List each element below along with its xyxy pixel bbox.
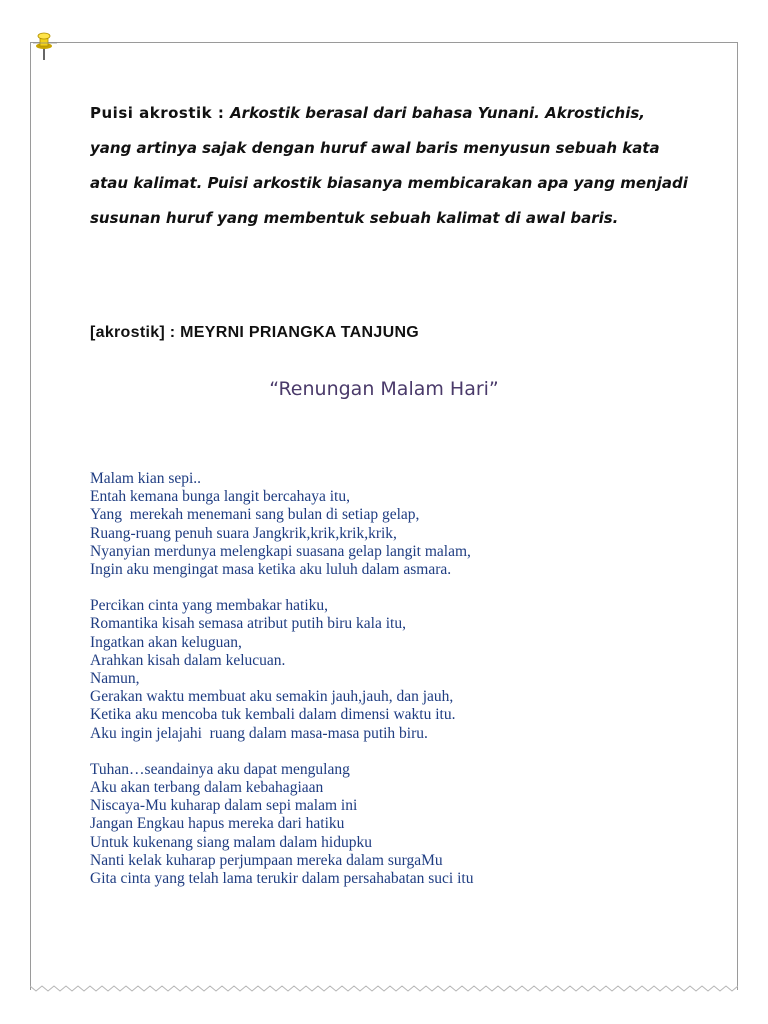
poem-body — [90, 470, 710, 906]
poem-line: Gerakan waktu membuat aku semakin jauh,jauh, dan jauh, — [90, 688, 454, 706]
poem-line: Ingin aku mengingat masa ketika aku luluh dalam asmara. — [90, 561, 452, 579]
poem-stanza-2 — [90, 597, 710, 743]
poem-line: Romantika kisah semasa atribut putih biru kala itu, — [90, 615, 406, 633]
poem-line: Aku ingin jelajahi ruang dalam masa-masa putih biru. — [90, 724, 428, 742]
torn-page-edge — [30, 980, 738, 996]
poem-line: Jangan Engkau hapus mereka dari hatiku — [90, 815, 345, 833]
poem-stanza-1 — [90, 470, 710, 579]
poem-line: Entah kemana bunga langit bercahaya itu, — [90, 488, 350, 506]
intro-paragraph — [90, 96, 690, 236]
poem-line: Percikan cinta yang membakar hatiku, — [90, 597, 329, 615]
poem-line: Malam kian sepi.. — [90, 470, 202, 487]
poem-line: Untuk kukenang siang malam dalam hidupku — [90, 833, 372, 851]
poem-line: Nanti kelak kuharap perjumpaan mereka dalam surgaMu — [90, 851, 443, 869]
poem-title: “Renungan Malam Hari” — [269, 378, 499, 400]
akrostik-author-heading: [akrostik] : MEYRNI PRIANGKA TANJUNG — [90, 324, 420, 341]
poem-line: Niscaya-Mu kuharap dalam sepi malam ini — [90, 797, 358, 815]
poem-line: Ketika aku mencoba tuk kembali dalam dimensi waktu itu. — [90, 706, 456, 724]
intro-emphasis: Akrostichis — [545, 104, 640, 122]
poem-line: Ingatkan akan keluguan, — [90, 633, 242, 651]
intro-part-1: Arkostik berasal dari bahasa Yunani. — [230, 104, 546, 122]
poem-line: Ruang-ruang penuh suara Jangkrik,krik,krik,krik, — [90, 524, 397, 542]
poem-line: Yang merekah menemani sang bulan di setiap gelap, — [90, 506, 420, 524]
poem-line: Gita cinta yang telah lama terukir dalam persahabatan suci itu — [90, 870, 474, 888]
poem-line: Aku akan terbang dalam kebahagiaan — [90, 779, 324, 797]
intro-part-2: , yang artinya sajak dengan huruf awal baris menyusun sebuah kata atau kalimat. Puisi arkostik biasanya membicarakan apa yang menjadi susunan huruf yang membentuk sebuah kalimat di awal baris. — [90, 104, 688, 227]
poem-line: Namun, — [90, 670, 140, 688]
poem-line: Arahkan kisah dalam kelucuan. — [90, 651, 286, 669]
intro-lead: Puisi akrostik : — [90, 104, 231, 122]
poem-stanza-3 — [90, 761, 710, 888]
push-pin-icon — [33, 30, 57, 60]
poem-line: Nyanyian merdunya melengkapi suasana gelap langit malam, — [90, 542, 471, 560]
poem-line: Tuhan…seandainya aku dapat mengulang — [90, 760, 350, 778]
